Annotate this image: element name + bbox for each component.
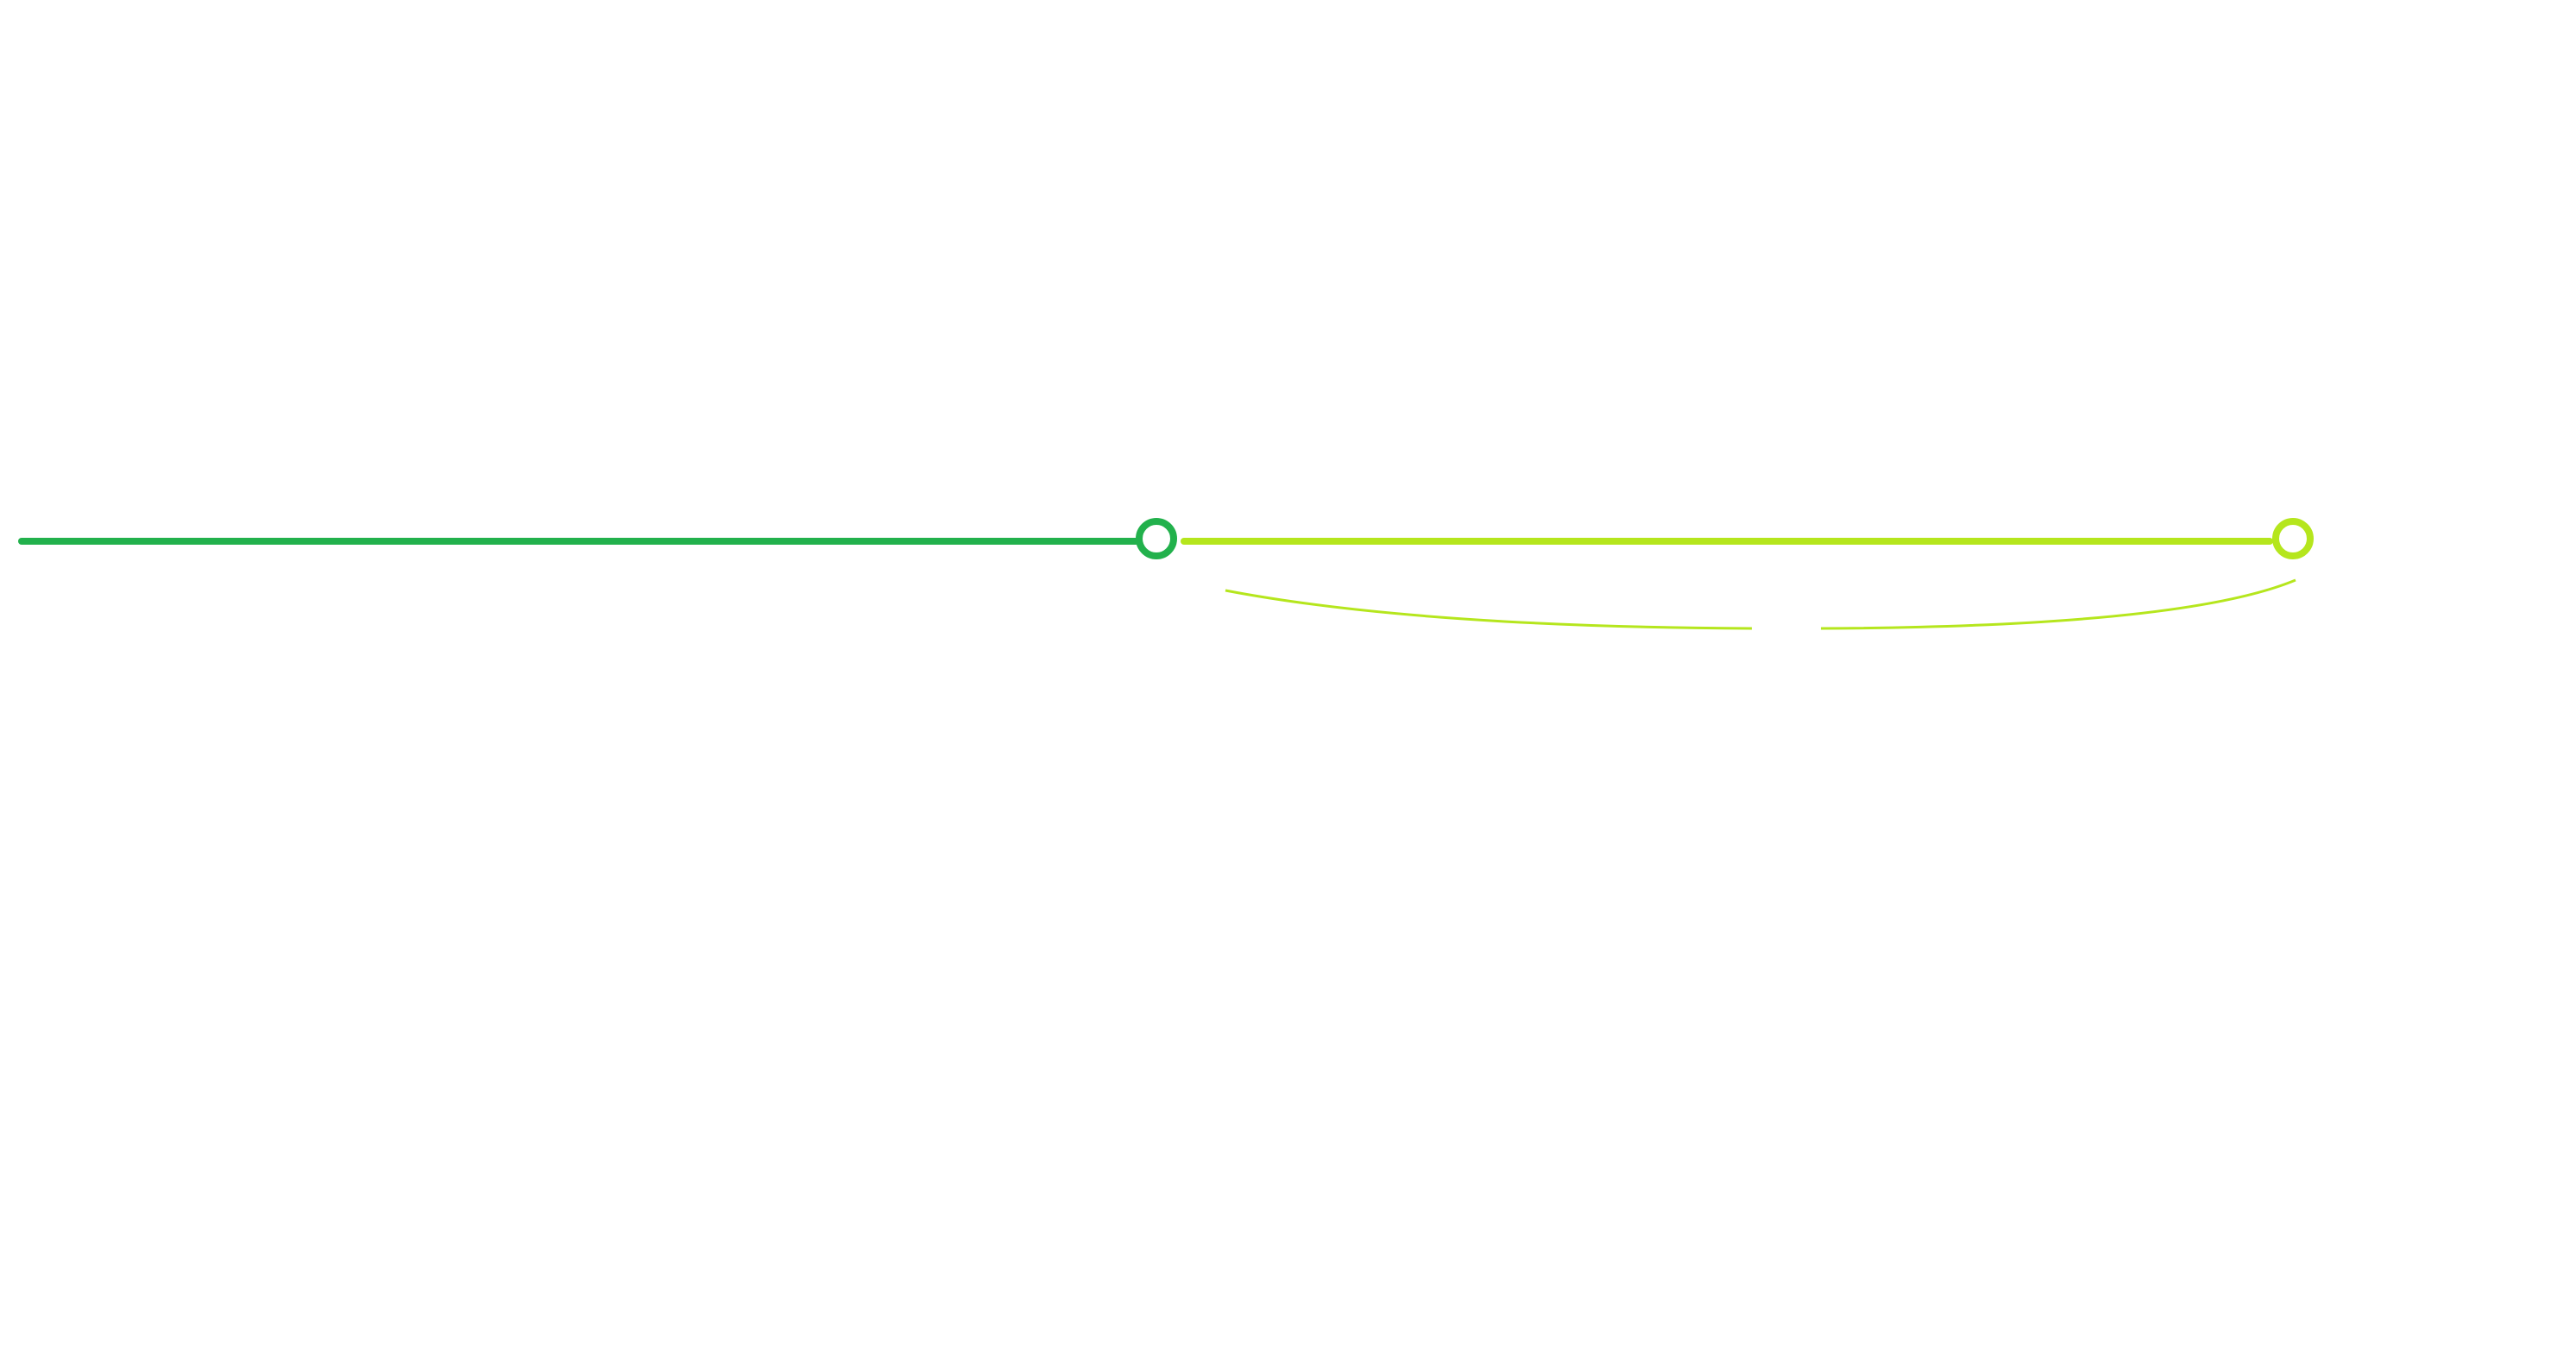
timeline-light-node (2276, 521, 2310, 556)
brace-right (1821, 580, 2296, 628)
timeline (22, 521, 2310, 628)
timeline-dark-node (1139, 521, 1174, 556)
brace-left (1225, 590, 1752, 628)
